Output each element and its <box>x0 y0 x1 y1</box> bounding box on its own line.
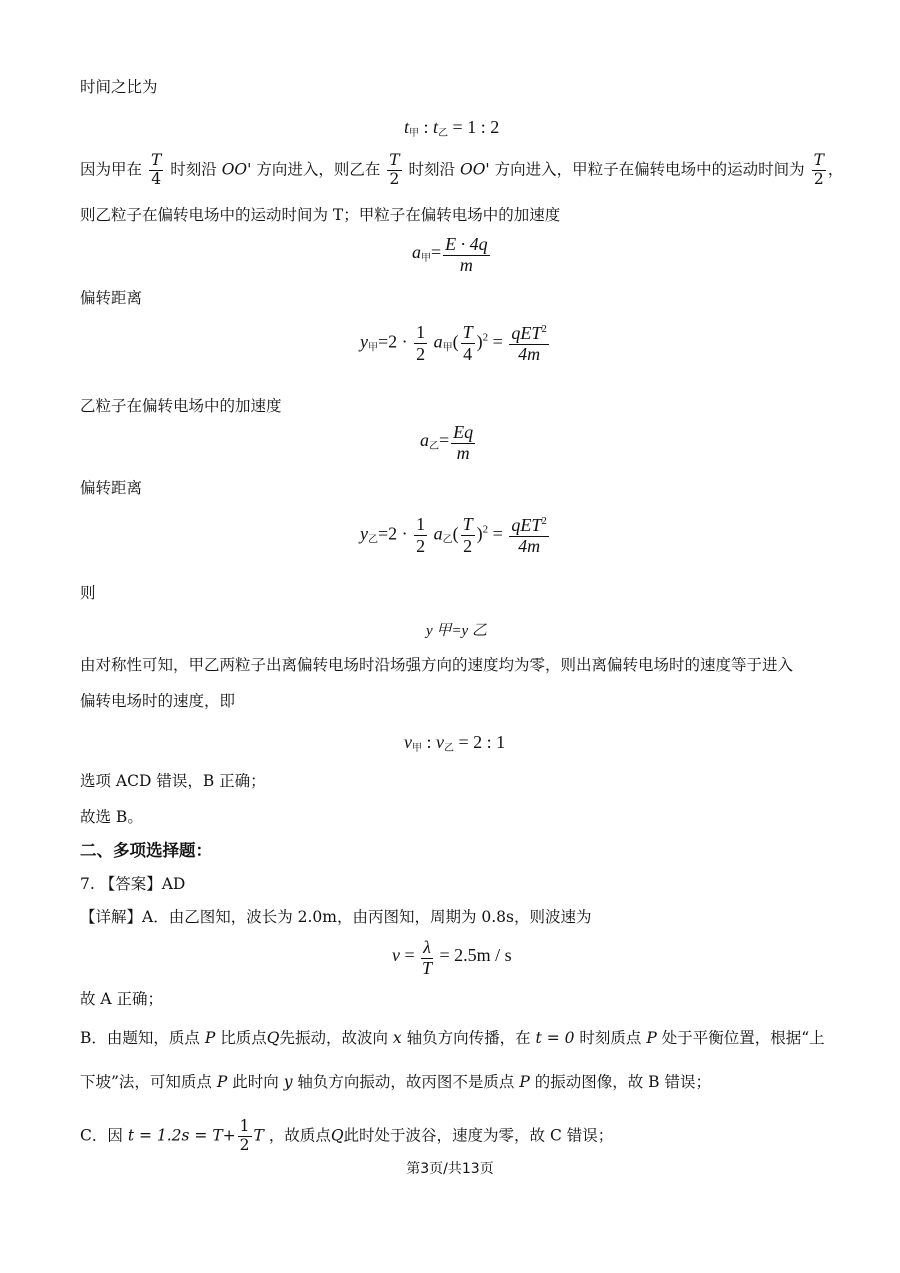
equation-deflection-yi: $y_乙=2$ · $\frac{1}{2}$ $a_乙$( $\frac{T}{2}$ )$^2$ = $\frac{qET^2}{4m}$ <box>360 514 547 557</box>
text-line-b-1: B．由题知，质点 P 比质点Q先振动，故波向 x 轴负方向传播，在 t = 0 时刻质点 P 处于平衡位置，根据“上 <box>80 1029 825 1047</box>
section-heading: 二、多项选择题： <box>80 841 212 860</box>
equation-y-equal: y 甲=y 乙 <box>426 623 487 639</box>
text-line: 偏转距离 <box>80 479 143 497</box>
text-line: 则乙粒子在偏转电场中的运动时间为 T；甲粒子在偏转电场中的加速度 <box>80 206 561 224</box>
text-line: 【详解】A．由乙图知，波长为 2.0m，由丙图知，周期为 0.8s，则波速为 <box>80 908 592 926</box>
text-line-b-2: 下坡”法，可知质点 P 此时向 y 轴负方向振动，故丙图不是质点 P 的振动图像，故 B 错误； <box>80 1073 711 1091</box>
text-line: 偏转距离 <box>80 289 143 307</box>
text-line: 则 <box>80 584 96 602</box>
page-footer: 第3页/共13页 <box>406 1161 494 1177</box>
text-line-c: C．因 t = 1.2s = T+ $\frac{1}{2}$ T ，故质点Q此时处于波谷，速度为零，故 C 错误； <box>80 1117 614 1154</box>
text-line-entry-times: 因为甲在 $\frac{T}{4}$ 时刻沿 OO' 方向进入，则乙在 $\frac{T}{2}$ 时刻沿 OO' 方向进入，甲粒子在偏转电场中的运动时间为 $\frac{T}{2}$ ， <box>80 151 844 188</box>
answer-line: 7. 【答案】AD <box>80 875 186 893</box>
text-line: 选项 ACD 错误，B 正确； <box>80 772 266 790</box>
text-line: 乙粒子在偏转电场中的加速度 <box>80 397 282 415</box>
text-line: 由对称性可知，甲乙两粒子出离偏转电场时沿场强方向的速度均为零，则出离偏转电场时的速度等于进入 <box>80 656 794 674</box>
text-line: 时间之比为 <box>80 78 158 96</box>
text-line: 偏转电场时的速度，即 <box>80 692 236 710</box>
text-line: 故选 B。 <box>80 808 143 826</box>
equation-wave-speed: v = $\frac{\lambda}{T} = 2.5m / s$ <box>392 937 512 978</box>
equation-time-ratio: $t_甲$ : $t_乙 = 1$ : 2 <box>404 117 500 139</box>
equation-velocity-ratio: $v_甲$ : $v_乙 = 2$ : 1 <box>404 732 506 754</box>
equation-accel-jia: $a_甲=$ $\frac{E \cdot 4q}{m}$ <box>412 234 488 275</box>
equation-accel-yi: $a_乙=$ $\frac{Eq}{m}$ <box>420 422 474 463</box>
equation-deflection-jia: $y_甲=2$ · $\frac{1}{2}$ $a_甲$( $\frac{T}{4}$ )$^2$ = $\frac{qET^2}{4m}$ <box>360 322 547 365</box>
text-line: 故 A 正确； <box>80 990 164 1008</box>
